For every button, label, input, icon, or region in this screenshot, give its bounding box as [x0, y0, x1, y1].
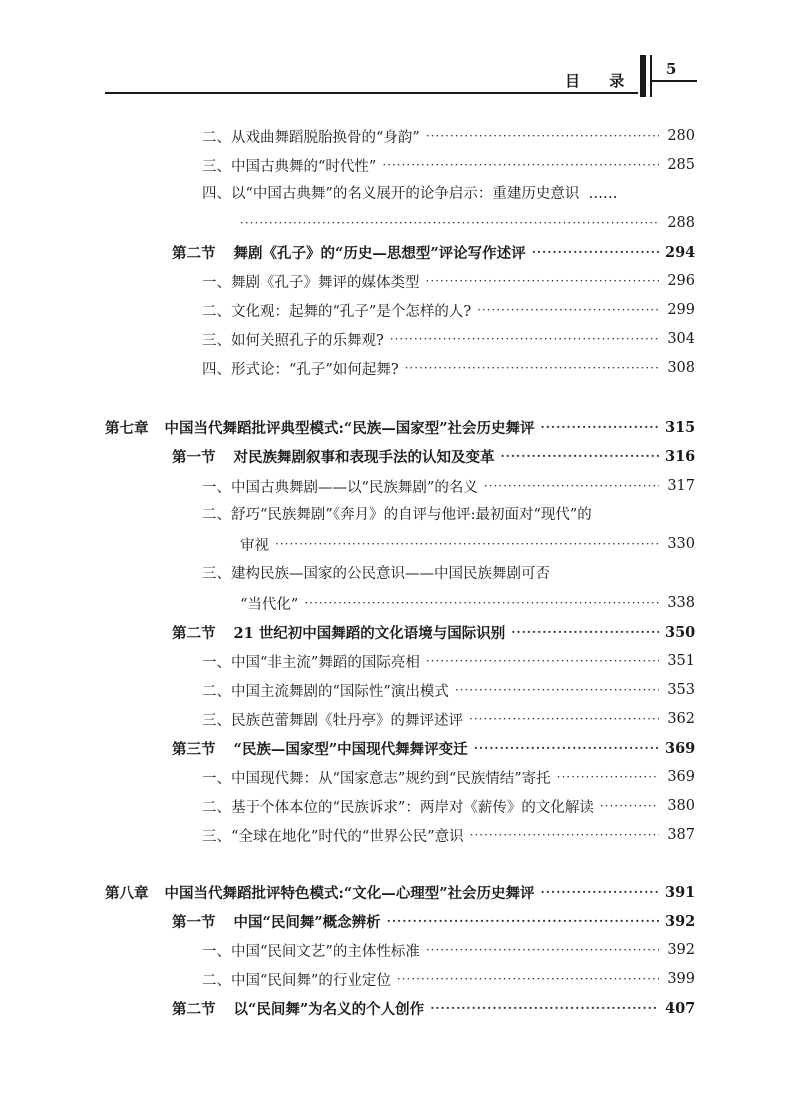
- toc-entry: 一、中国“民间文艺”的主体性标准 ····· 392: [202, 938, 695, 962]
- page-number: 5: [666, 60, 677, 78]
- toc-entry: 二、中国“民间舞”的行业定位 ····· 399: [202, 967, 695, 991]
- running-header-title: 目 录: [565, 72, 637, 90]
- toc-entry-continuation: “当代化” ····· 338: [240, 591, 695, 615]
- toc-entry: 二、从戏曲舞蹈脱胎换骨的“身韵” ····· 280: [202, 124, 695, 148]
- toc-chapter-entry: 第七章 中国当代舞蹈批评典型模式:“民族—国家型”社会历史舞评 ····· 315: [105, 415, 695, 439]
- header-thin-bar: [650, 55, 652, 97]
- toc-section-entry: 第一节 对民族舞剧叙事和表现手法的认知及变革 ····· 316: [172, 444, 695, 468]
- toc-entry: 三、建构民族—国家的公民意识——中国民族舞剧可否: [202, 566, 550, 582]
- toc-entry: 三、如何关照孔子的乐舞观? ····· 304: [202, 327, 695, 351]
- toc-entry: 一、中国现代舞：从“国家意志”规约到“民族情结”寄托 ····· 369: [202, 765, 695, 789]
- toc-entry: 三、“全球在地化”时代的“世界公民”意识 ····· 387: [202, 823, 695, 847]
- toc-entry: 一、中国古典舞剧——以“民族舞剧”的名义 ····· 317: [202, 474, 695, 498]
- toc-entry: 一、中国“非主流”舞蹈的国际亮相 ····· 351: [202, 649, 695, 673]
- header-rule-right: [652, 80, 697, 82]
- toc-entry: 三、中国古典舞的“时代性” ····· 285: [202, 153, 695, 177]
- toc-entry-continuation: 审视 ····· 330: [240, 532, 695, 556]
- toc-section-entry: 第二节 21 世纪初中国舞蹈的文化语境与国际识别 ····· 350: [172, 620, 695, 644]
- toc-entry: 二、基于个体本位的“民族诉求”：两岸对《薪传》的文化解读 ····· 380: [202, 794, 695, 818]
- toc-entry: 一、舞剧《孔子》舞评的媒体类型 ····· 296: [202, 269, 695, 293]
- toc-section-entry: 第一节 中国“民间舞”概念辨析 ····· 392: [172, 909, 695, 933]
- header-thick-bar: [640, 55, 646, 97]
- toc-section-entry: 第二节 舞剧《孔子》的“历史—思想型”评论写作述评 ····· 294: [172, 240, 695, 264]
- toc-chapter-entry: 第八章 中国当代舞蹈批评特色模式:“文化—心理型”社会历史舞评 ····· 391: [105, 880, 695, 904]
- toc-entry-continuation: ····· 288: [240, 211, 695, 235]
- toc-section-entry: 第三节 “民族—国家型”中国现代舞舞评变迁 ····· 369: [172, 736, 695, 760]
- toc-entry: 四、以“中国古典舞”的名义展开的论争启示：重建历史意识 ……: [202, 186, 618, 202]
- toc-entry: 四、形式论：“孔子”如何起舞? ····· 308: [202, 356, 695, 380]
- toc-entry: 二、舒巧“民族舞剧”《奔月》的自评与他评:最初面对“现代”的: [202, 507, 592, 523]
- toc-section-entry: 第二节 以“民间舞”为名义的个人创作 ····· 407: [172, 996, 695, 1020]
- toc-entry: 二、中国主流舞剧的“国际性”演出模式 ····· 353: [202, 678, 695, 702]
- header-rule: [105, 92, 638, 94]
- toc-entry: 二、文化观：起舞的“孔子”是个怎样的人? ····· 299: [202, 298, 695, 322]
- toc-entry: 三、民族芭蕾舞剧《牡丹亭》的舞评述评 ····· 362: [202, 707, 695, 731]
